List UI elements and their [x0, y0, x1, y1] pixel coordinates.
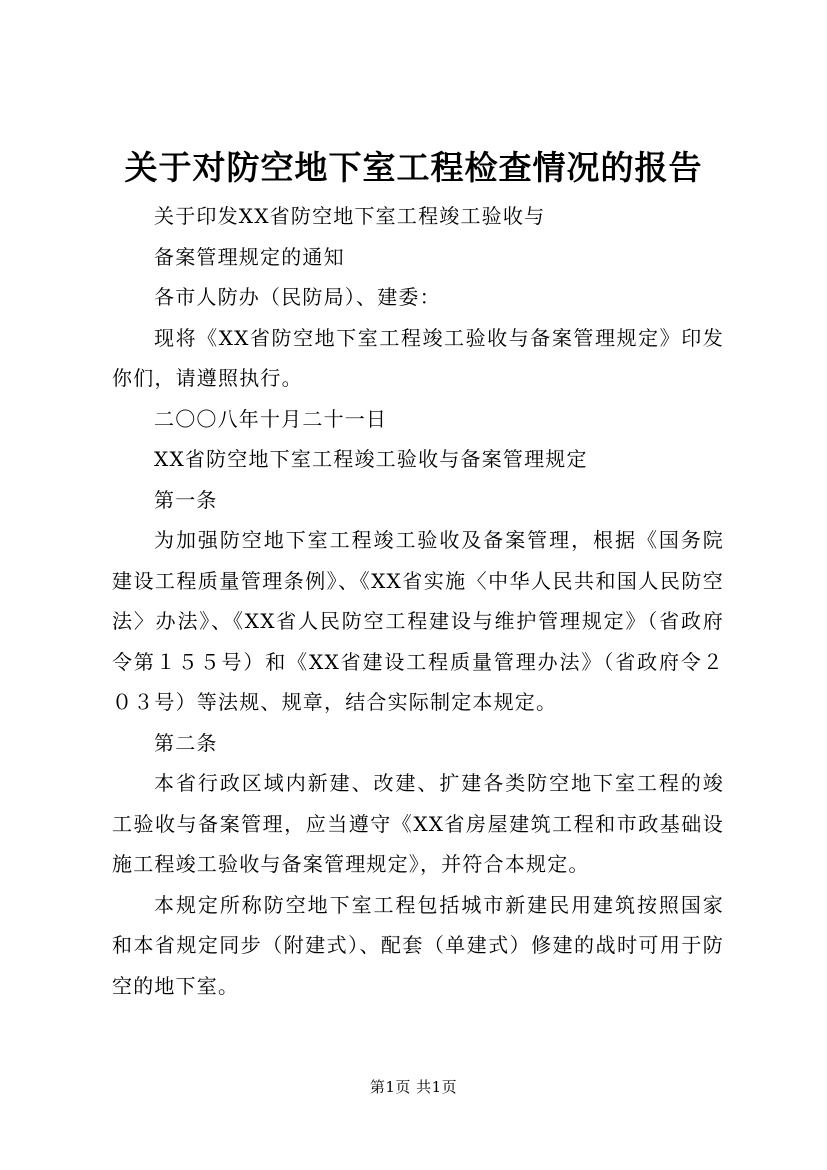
- paragraph-article-2-body: 本省行政区域内新建、改建、扩建各类防空地下室工程的竣工验收与备案管理，应当遵守《XX省房屋建筑工程和市政基础设施工程竣工验收与备案管理规定》，并符合本规定。: [112, 771, 724, 876]
- page-footer: 第1页 共1页: [369, 1078, 458, 1096]
- paragraph-notice-title-1: 关于印发XX省防空地下室工程竣工验收与: [154, 204, 546, 228]
- paragraph-article-2-heading: 第二条: [154, 730, 218, 755]
- paragraph-date: 二〇〇八年十月二十一日: [154, 406, 388, 431]
- paragraph-article-1-heading: 第一条: [154, 487, 218, 512]
- paragraph-article-2-definition: 本规定所称防空地下室工程包括城市新建民用建筑按照国家和本省规定同步（附建式）、配套（单建式）修建的战时可用于防空的地下室。: [112, 892, 724, 998]
- paragraph-article-1-body: 为加强防空地下室工程竣工验收及备案管理，根据《国务院建设工程质量管理条例》、《XX省实施〈中华人民共和国人民防空法〉办法》、《XX省人民防空工程建设与维护管理规定》（省政府令第１５５号）和《XX省建设工程质量管理办法》（省政府令２０３号）等法规、规章，结合实际制定本规定。: [112, 528, 724, 714]
- paragraph-recipients: 各市人防办（民防局）、建委：: [154, 285, 441, 309]
- paragraph-regulation-title: XX省防空地下室工程竣工验收与备案管理规定: [154, 447, 588, 471]
- paragraph-notice-title-2: 备案管理规定的通知: [154, 244, 345, 269]
- document-title: 关于对防空地下室工程检查情况的报告: [124, 148, 703, 187]
- paragraph-notice-body: 现将《XX省防空地下室工程竣工验收与备案管理规定》印发你们，请遵照执行。: [112, 325, 724, 390]
- document-body: [112, 196, 724, 1006]
